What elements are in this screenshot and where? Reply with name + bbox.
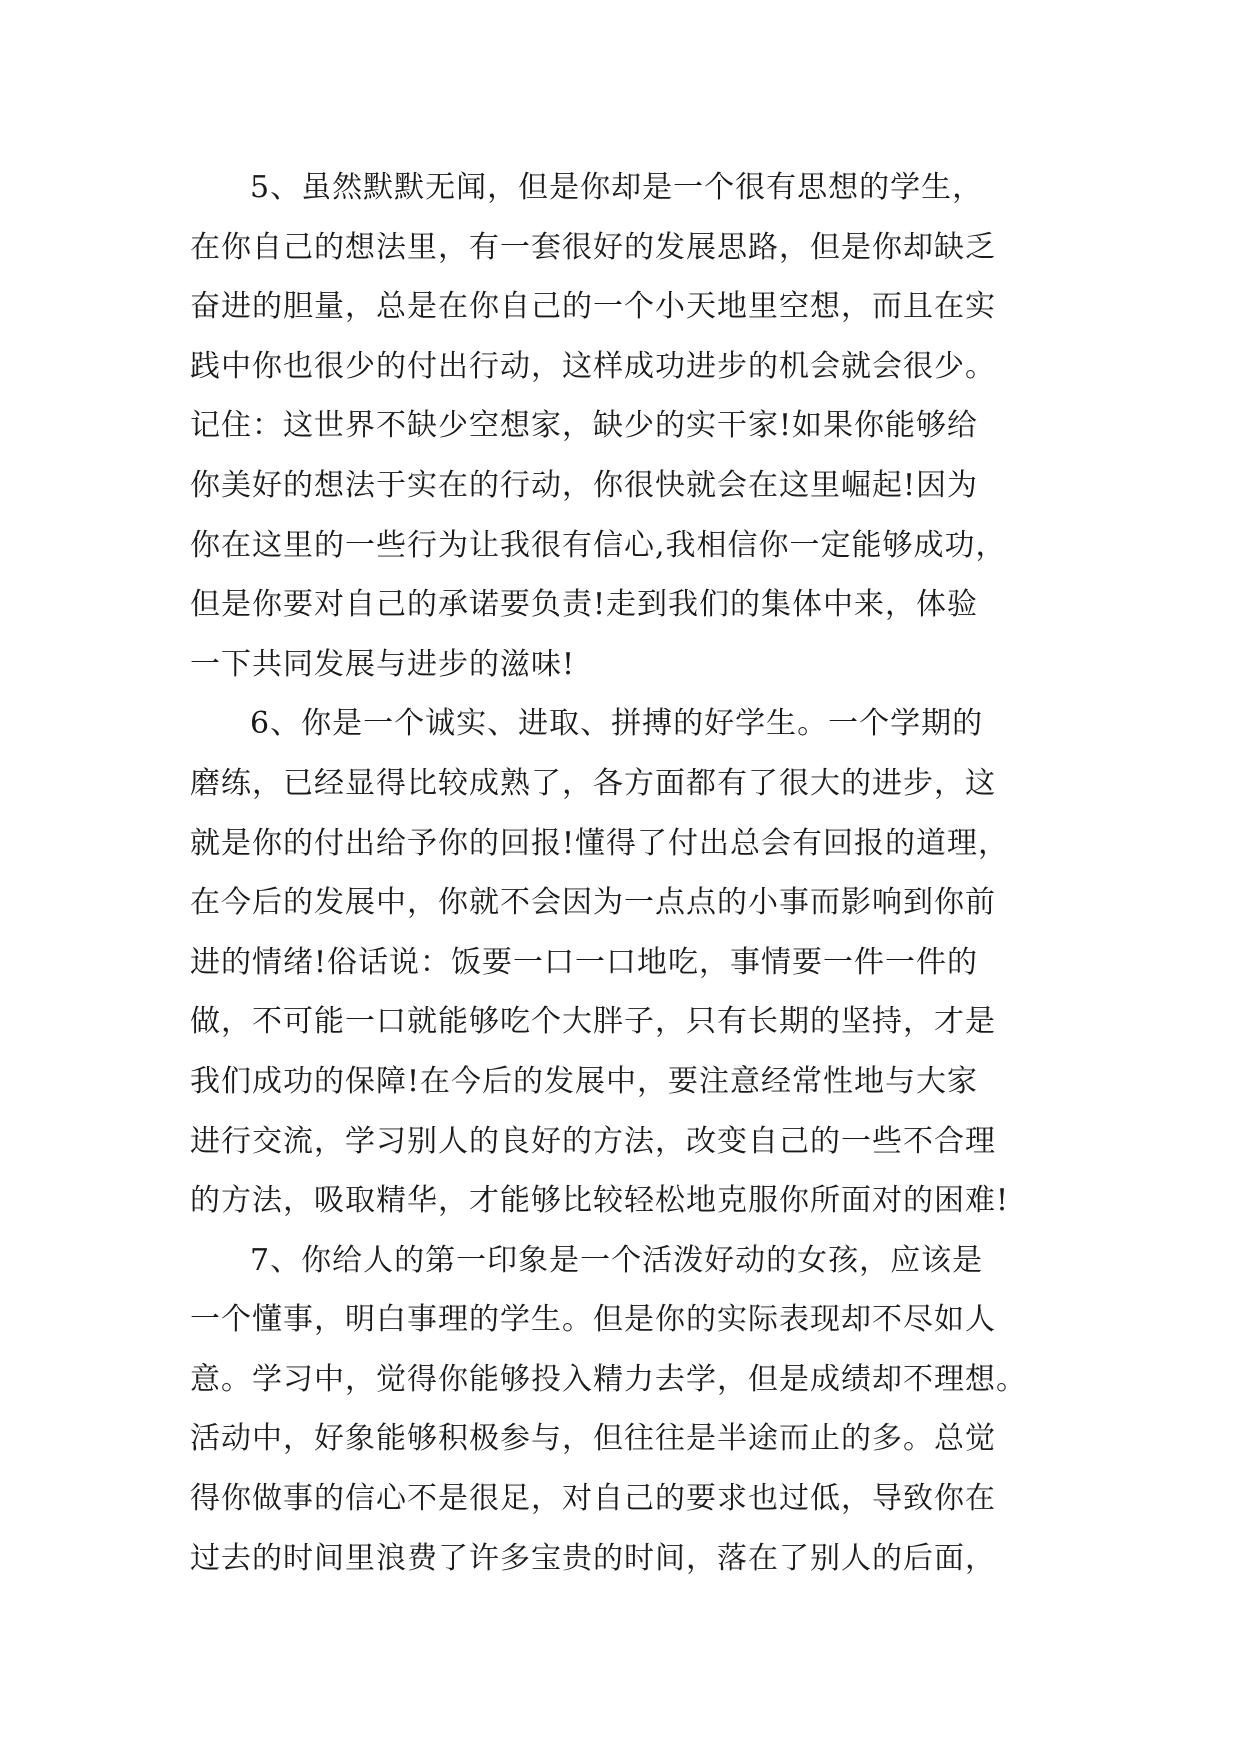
paragraph-line: 一下共同发展与进步的滋味! [190, 646, 576, 682]
paragraph-line: 就是你的付出给予你的回报!懂得了付出总会有回报的道理， [190, 825, 1010, 861]
paragraph-line: 5、虽然默默无闻，但是你却是一个很有思想的学生， [250, 170, 984, 205]
paragraph-line: 活动中，好象能够积极参与，但往往是半途而止的多。总觉 [190, 1421, 996, 1457]
paragraph-line: 进的情绪!俗话说：饭要一口一口地吃，事情要一件一件的 [190, 944, 979, 980]
paragraph-line: 6、你是一个诚实、进取、拼搏的好学生。一个学期的 [250, 706, 984, 742]
paragraph-line: 7、你给人的第一印象是一个活泼好动的女孩，应该是 [250, 1242, 984, 1278]
paragraph-line: 你美好的想法于实在的行动，你很快就会在这里崛起!因为 [190, 467, 979, 503]
paragraph-line: 践中你也很少的付出行动，这样成功进步的机会就会很少。 [190, 348, 996, 384]
paragraph-line: 但是你要对自己的承诺要负责!走到我们的集体中来，体验 [190, 587, 979, 623]
paragraph-line: 做，不可能一口就能够吃个大胖子，只有长期的坚持，才是 [190, 1004, 996, 1040]
paragraph-line: 磨练，已经显得比较成熟了，各方面都有了很大的进步，这 [190, 765, 996, 801]
paragraph-line: 在你自己的想法里，有一套很好的发展思路，但是你却缺乏 [190, 229, 996, 265]
paragraph-line: 奋进的胆量，总是在你自己的一个小天地里空想，而且在实 [190, 289, 996, 325]
paragraph-line: 在今后的发展中，你就不会因为一点点的小事而影响到你前 [190, 885, 996, 921]
paragraph-line: 进行交流，学习别人的良好的方法，改变自己的一些不合理 [190, 1123, 996, 1159]
paragraph-line: 意。学习中，觉得你能够投入精力去学，但是成绩却不理想。 [190, 1361, 1027, 1397]
paragraph-7 [190, 1231, 1050, 1589]
paragraph-line: 过去的时间里浪费了许多宝贵的时间，落在了别人的后面， [190, 1540, 996, 1576]
paragraph-5 [190, 158, 1050, 694]
paragraph-line: 记住：这世界不缺少空想家，缺少的实干家!如果你能够给 [190, 408, 979, 444]
document-body [190, 158, 1050, 1588]
paragraph-line: 我们成功的保障!在今后的发展中，要注意经常性地与大家 [190, 1063, 979, 1099]
paragraph-line: 你在这里的一些行为让我很有信心,我相信你一定能够成功， [190, 527, 1007, 563]
paragraph-6 [190, 694, 1050, 1230]
paragraph-line: 得你做事的信心不是很足，对自己的要求也过低，导致你在 [190, 1481, 996, 1517]
paragraph-line: 一个懂事，明白事理的学生。但是你的实际表现却不尽如人 [190, 1302, 996, 1338]
paragraph-line: 的方法，吸取精华，才能够比较轻松地克服你所面对的困难! [190, 1183, 1010, 1219]
